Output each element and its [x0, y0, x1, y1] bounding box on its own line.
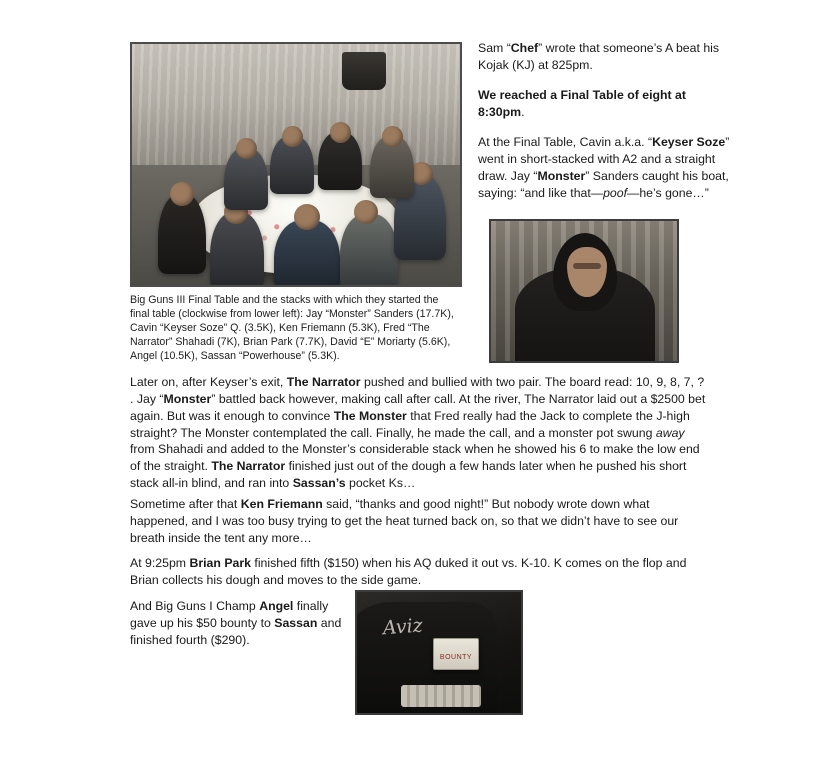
photo-player-head — [330, 122, 351, 143]
bounty-photo — [355, 590, 523, 715]
text-run: pocket Ks… — [345, 476, 416, 491]
bounty-card — [433, 638, 479, 670]
right-paragraph-3 — [478, 134, 730, 202]
text-run-bold: The Narrator — [211, 459, 286, 474]
photo-player-head — [282, 126, 303, 147]
photo-player-head — [354, 200, 378, 224]
text-run-bold: Chef — [510, 41, 539, 55]
player-portrait-photo — [489, 219, 679, 363]
text-run-bold: We reached a Final Table of eight at 8:30pm — [478, 87, 686, 119]
body-paragraph-4-container — [130, 598, 346, 665]
bounty-card-label: BOUNTY — [439, 654, 473, 661]
body-paragraph-2 — [130, 496, 710, 547]
text-run-bold: The Narrator — [286, 375, 361, 389]
right-paragraph-2 — [478, 87, 730, 121]
body-paragraph-3 — [130, 555, 710, 589]
text-run: ” Sanders caught his boat, saying: “and like that— — [478, 168, 729, 200]
text-run: finally gave up his $50 bounty to — [130, 599, 329, 630]
body-paragraph-1 — [130, 374, 710, 492]
text-run: from Shahadi and added to the Monster’s considerable stack when he showed his 6 to make the low end of the straight. — [130, 442, 700, 474]
right-column-text — [478, 40, 730, 215]
photo-player-head — [382, 126, 403, 147]
text-run-bold: Monster — [163, 391, 212, 406]
body-paragraph-2-container — [130, 496, 710, 563]
photo-caption: Big Guns III Final Table and the stacks with which they started the final table (clockwise from lower left): Jay “Monster” Sanders (17.7K), Cavin “Keyser Soze” Q. (3.5K), Ken Friemann (5.3K), Fred “The Narrator” Shahadi (7K), Brian Park (7.7K), David “E” Moriarty (5.6K), Angel (10.5K), Sassan “Powerhouse” (5.3K). — [130, 294, 454, 362]
text-run: that Fred really had the Jack to complete the J-high straight? The Monster contemplated the call. Finally, he made the call, and a monster pot swung — [130, 408, 690, 440]
photo-light-fixture — [342, 52, 386, 90]
text-run-bold: Angel — [259, 599, 294, 613]
text-run-bold: Keyser Soze — [652, 134, 726, 149]
text-run-bold: Sassan — [274, 615, 318, 630]
text-run: . — [521, 104, 525, 119]
bounty-photo-chips — [401, 685, 481, 707]
text-run: pushed and bullied with two pair. The board read: 10, 9, 8, 7, ? . Jay “ — [130, 375, 705, 406]
text-run: ” went in short-stacked with A2 and a straight draw. Jay “ — [478, 134, 730, 183]
text-run-bold: Monster — [537, 168, 586, 183]
text-run-bold: The Monster — [333, 408, 407, 423]
text-run: At the Final Table, Cavin a.k.a. “ — [478, 134, 653, 149]
bounty-photo-logo: Aviz — [382, 614, 424, 640]
text-run-italic: poof — [603, 185, 628, 200]
photo-player-figure — [158, 194, 206, 274]
photo-player-figure — [274, 220, 340, 287]
text-run: finished fifth ($150) when his AQ duked it out vs. K-10. K comes on the flop and Brian collects his dough and moves to the side game. — [130, 556, 687, 587]
text-run: finished just out of the dough a few hands later when he pushed his short stack all-in blind, and ran into — [130, 459, 687, 491]
text-run-bold: Brian Park — [189, 556, 251, 570]
text-run: Later on, after Keyser’s exit, — [130, 375, 287, 389]
text-run: Sometime after that — [130, 497, 241, 511]
text-run: And Big Guns I Champ — [130, 599, 260, 613]
text-run: and finished fourth ($290). — [130, 615, 342, 647]
text-run-bold: Sassan’s — [292, 476, 346, 491]
text-run: At 9:25pm — [130, 556, 190, 570]
photo-player-head — [170, 182, 194, 206]
photo-player-figure — [340, 214, 398, 287]
text-run-italic: away — [655, 425, 685, 440]
body-paragraph-1-container — [130, 374, 710, 508]
final-table-photo — [130, 42, 462, 287]
text-run: ” battled back however, making call after call. At the river, The Narrator laid out a $2500 bet again. But was it enough to convince — [130, 391, 706, 423]
photo-player-head — [236, 138, 257, 159]
text-run: Sam “ — [478, 41, 511, 55]
text-run: ” wrote that someone’s A beat his Kojak (KJ) at 825pm. — [478, 41, 720, 72]
right-paragraph-1 — [478, 40, 730, 74]
text-run-bold: Ken Friemann — [240, 497, 323, 511]
text-run: said, “thanks and good night!” But nobody wrote down what happened, and I was too busy trying to get the heat turned back on, so that we didn’t have to see our breath inside the tent any more… — [130, 497, 679, 545]
text-run: —he’s gone…” — [627, 185, 709, 200]
photo-player-head — [294, 204, 320, 230]
body-paragraph-4 — [130, 598, 346, 649]
